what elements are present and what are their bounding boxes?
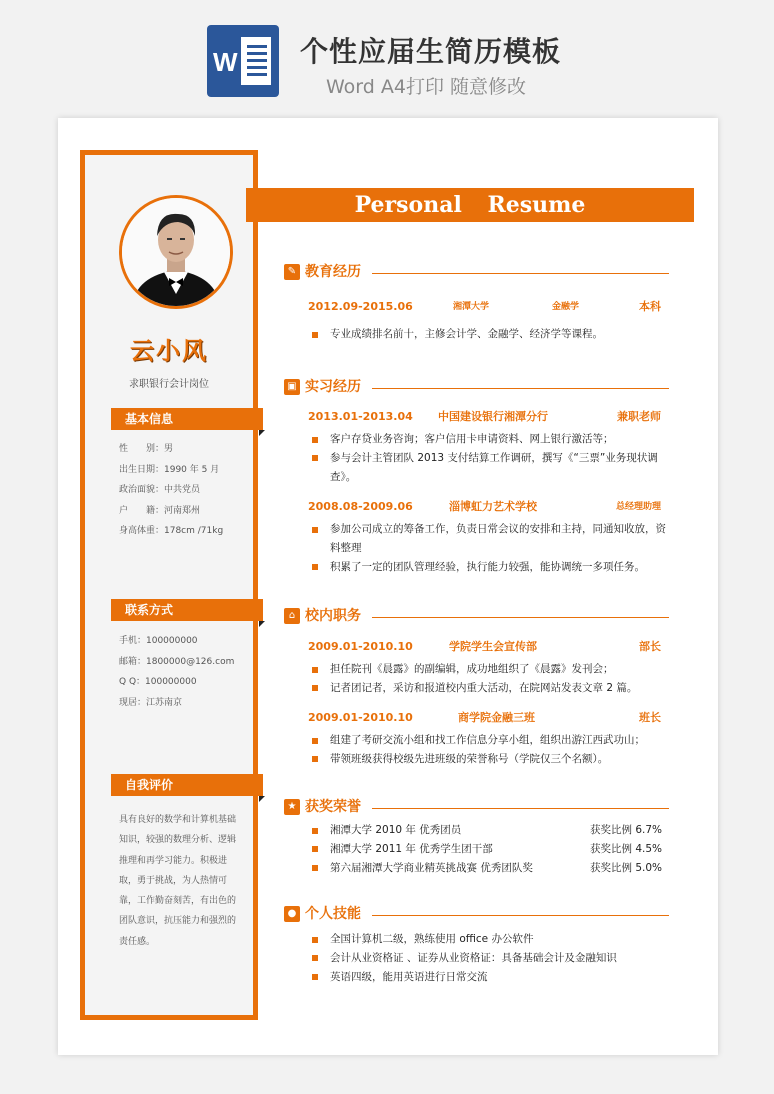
section-divider [372, 808, 669, 809]
internship-org: 中国建设银行湘潭分行 [438, 410, 548, 423]
campus-role: 部长 [639, 640, 661, 653]
internship-role: 兼职老师 [617, 410, 661, 423]
campus-date: 2009.01-2010.10 [308, 711, 413, 724]
portrait-icon [122, 198, 230, 306]
skills-section-heading [284, 904, 669, 924]
trophy-icon: ★ [284, 799, 300, 815]
basic-info-list [119, 439, 259, 542]
list-item: 客户存贷业务咨询；客户信用卡申请资料、网上银行激活等； [312, 430, 667, 449]
education-heading: 教育经历 [305, 264, 361, 280]
section-divider [372, 388, 669, 389]
award-item [312, 821, 662, 840]
skills-list [312, 930, 667, 986]
education-row [308, 299, 661, 315]
leaf-icon: ✎ [284, 264, 300, 280]
avatar [119, 195, 233, 309]
contact-list [119, 631, 259, 713]
campus-bullets [312, 731, 667, 769]
list-item: 参加公司成立的筹备工作，负责日常会议的安排和主持，同通知收放，资料整理 [312, 520, 667, 558]
campus-row [308, 710, 661, 726]
job-target: 求职银行会计岗位 [129, 379, 209, 390]
template-title: 个性应届生简历模板 [300, 35, 562, 68]
internship-date: 2008.08-2009.06 [308, 500, 413, 513]
campus-role: 班长 [639, 711, 661, 724]
self-eval-heading: 自我评价 [111, 774, 263, 796]
list-item: 专业成绩排名前十，主修会计学、金融学、经济学等课程。 [312, 325, 667, 344]
section-divider [372, 617, 669, 618]
skills-heading: 个人技能 [305, 906, 361, 922]
list-item: 记者团记者，采访和报道校内重大活动，在院网站发表文章 2 篇。 [312, 679, 667, 698]
basic-info-item: 出生日期：1990 年 5 月 [119, 464, 220, 475]
list-item: 参与会计主管团队 2013 支付结算工作调研，撰写《“三票”业务现状调查》。 [312, 449, 667, 487]
education-date: 2012.09-2015.06 [308, 300, 413, 313]
left-sidebar [80, 150, 258, 1020]
campus-org: 商学院金融三班 [458, 711, 535, 724]
section-divider [372, 273, 669, 274]
education-bullets [312, 325, 667, 344]
list-item: 积累了一定的团队管理经验，执行能力较强，能协调统一多项任务。 [312, 558, 667, 577]
resume-page [58, 118, 718, 1055]
list-item: 组建了考研交流小组和找工作信息分享小组，组织出游江西武功山； [312, 731, 667, 750]
campus-heading: 校内职务 [305, 608, 361, 624]
basic-info-item: 身高体重：178cm /71kg [119, 526, 224, 536]
basic-info-item: 户 籍：河南郑州 [119, 505, 201, 516]
template-header [0, 0, 774, 115]
basic-info-item: 政治面貌：中共党员 [119, 485, 201, 495]
education-major: 金融学 [552, 302, 580, 312]
campus-bullets [312, 660, 667, 698]
briefcase-icon: ▣ [284, 379, 300, 395]
internship-bullets [312, 430, 667, 486]
internship-date: 2013.01-2013.04 [308, 410, 413, 423]
section-divider [372, 915, 669, 916]
house-icon: ⌂ [284, 608, 300, 624]
person-name: 云小风 [130, 337, 208, 365]
internship-row [308, 499, 661, 515]
awards-heading: 获奖荣誉 [305, 799, 361, 815]
education-section-heading [284, 262, 669, 282]
campus-row [308, 639, 661, 655]
list-item: 英语四级，能用英语进行日常交流 [312, 968, 667, 987]
award-text: 第六届湘潭大学商业精英挑战赛 优秀团队奖 [330, 861, 533, 874]
resume-banner: Personal Resume [246, 188, 694, 222]
awards-section-heading [284, 797, 669, 817]
award-item [312, 859, 662, 878]
contact-item: 手机：100000000 [119, 636, 198, 646]
basic-info-item: 性 别：男 [119, 444, 174, 454]
list-item: 担任院刊《晨露》的副编辑，成功地组织了《晨露》发刊会； [312, 660, 667, 679]
basic-info-heading: 基本信息 [111, 408, 263, 430]
self-eval-text: 具有良好的数学和计算机基础知识，较强的数理分析、逻辑推理和再学习能力。积极进取，勇于挑战，为人热情可靠，工作勤奋刻苦，有出色的团队意识，抗压能力和强烈的责任感。 [119, 815, 237, 947]
internship-bullets [312, 520, 667, 576]
document-lines-icon [241, 37, 271, 85]
internship-section-heading [284, 377, 669, 397]
campus-section-heading [284, 606, 669, 626]
list-item: 带领班级获得校级先进班级的荣誉称号（学院仅三个名额）。 [312, 750, 667, 769]
education-school: 湘潭大学 [453, 302, 490, 312]
word-letter: W [213, 47, 238, 77]
education-degree: 本科 [639, 300, 661, 313]
award-ratio: 获奖比例 5.0% [589, 861, 662, 874]
internship-row [308, 409, 661, 425]
award-text: 湘潭大学 2011 年 优秀学生团干部 [330, 842, 493, 855]
contact-item: 邮箱：1800000@126.com [119, 656, 235, 667]
award-ratio: 获奖比例 6.7% [589, 824, 662, 836]
template-subtitle: Word A4打印 随意修改 [326, 76, 527, 98]
campus-org: 学院学生会宣传部 [449, 640, 537, 653]
internship-org: 淄博虹力艺术学校 [449, 500, 537, 513]
list-item: 会计从业资格证 、证券从业资格证：具备基础会计及金融知识 [312, 949, 667, 968]
awards-list [312, 821, 662, 877]
campus-date: 2009.01-2010.10 [308, 640, 413, 653]
word-icon [207, 25, 279, 97]
award-text: 湘潭大学 2010 年 优秀团员 [330, 824, 462, 836]
list-item: 全国计算机二级，熟练使用 office 办公软件 [312, 930, 667, 949]
person-icon: ● [284, 906, 300, 922]
contact-item: 现居：江苏南京 [119, 697, 183, 708]
award-item [312, 840, 662, 859]
contact-heading: 联系方式 [111, 599, 263, 621]
internship-role: 总经理助理 [615, 502, 661, 512]
contact-item: Q Q：100000000 [119, 677, 197, 687]
internship-heading: 实习经历 [305, 379, 361, 395]
award-ratio: 获奖比例 4.5% [589, 842, 662, 855]
